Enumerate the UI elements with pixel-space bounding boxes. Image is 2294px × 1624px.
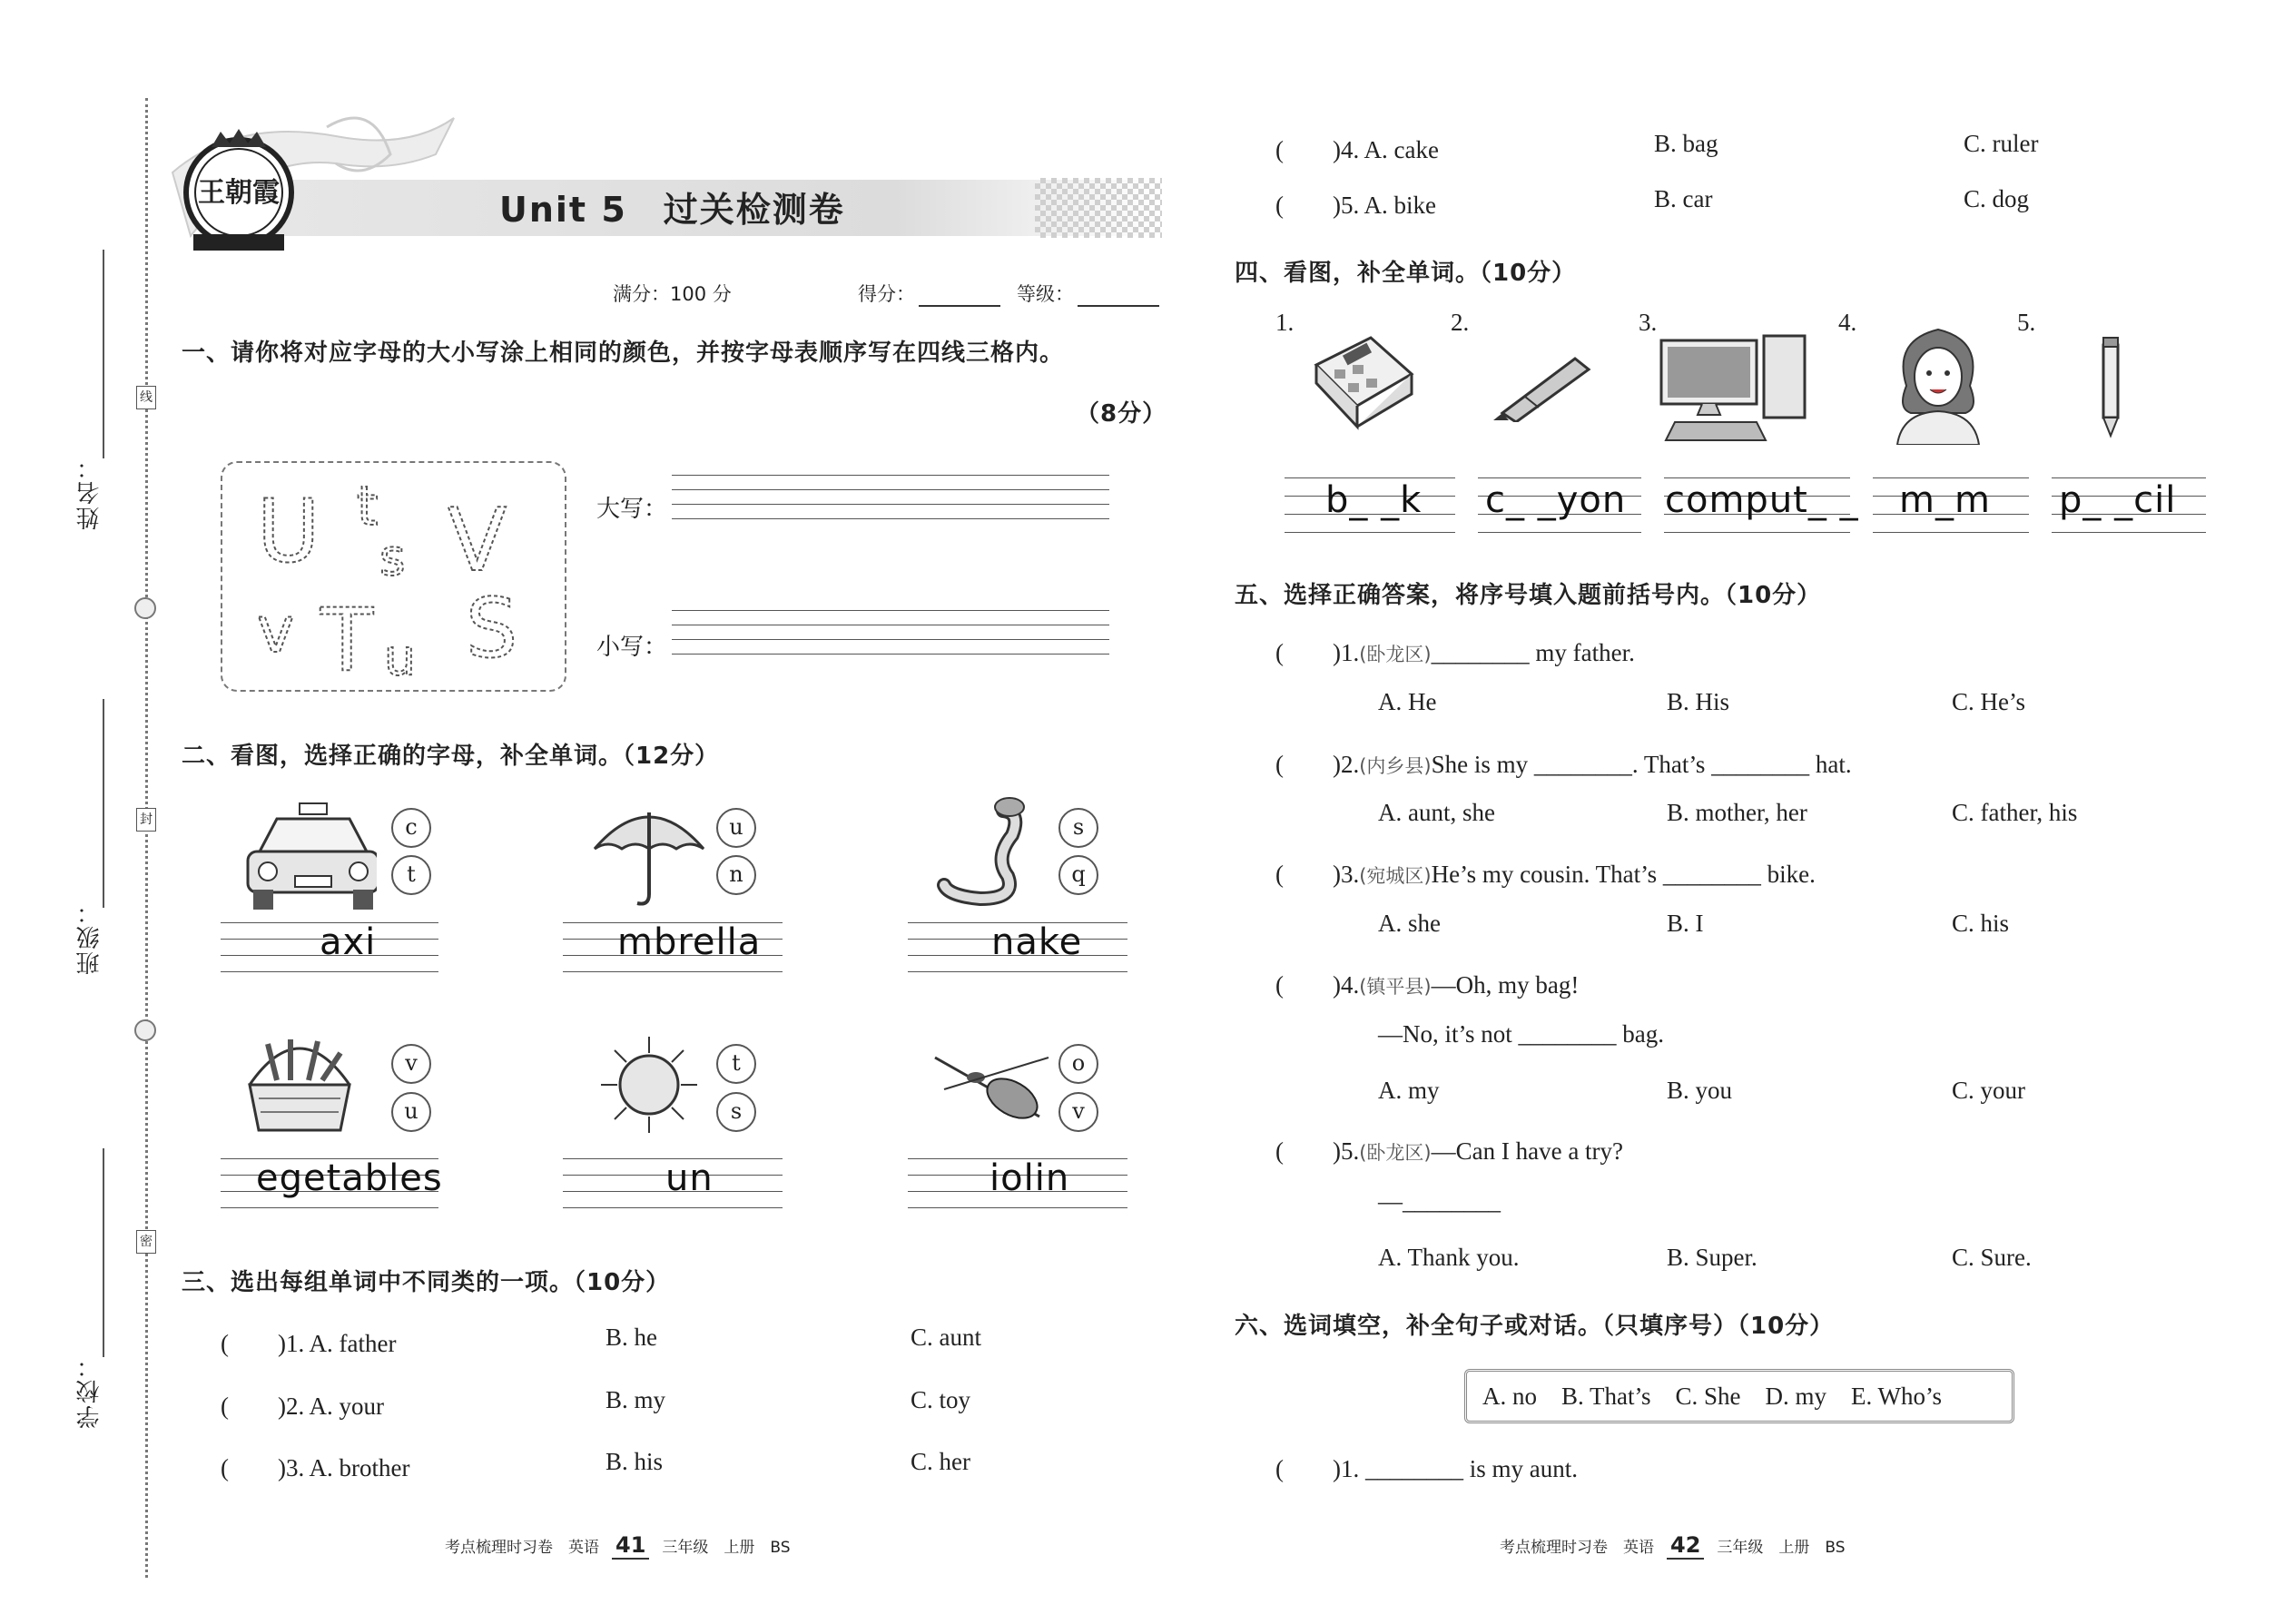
option-n-button[interactable]: n [716, 855, 756, 895]
page-title: Unit 5 过关检测卷 [499, 190, 845, 230]
s5-option-b: B. Super. [1667, 1244, 1757, 1271]
taxi-icon [241, 799, 377, 912]
letter-S: S [466, 581, 518, 676]
letter-V: V [448, 491, 507, 591]
option-s-button[interactable]: s [716, 1092, 756, 1132]
section-1-points: （8分） [1076, 400, 1167, 428]
s4-number: 1. [1275, 309, 1295, 336]
option-v-button[interactable]: v [1058, 1092, 1098, 1132]
s5-option-a: A. she [1378, 910, 1441, 937]
word-mom: m_m [1899, 479, 1991, 521]
word-egetables: egetables [256, 1157, 443, 1199]
name-rule [103, 250, 104, 458]
s5-option-a: A. aunt, she [1378, 799, 1495, 826]
school-label: 学校： [76, 1353, 103, 1429]
s3-option-c: C. dog [1964, 185, 2030, 212]
section-6-title: 六、选词填空，补全句子或对话。（只填序号）（10分） [1235, 1313, 1835, 1340]
cut-line [145, 98, 148, 1578]
s5-option-c: C. your [1952, 1077, 2025, 1104]
option-s-button[interactable]: s [1058, 808, 1098, 848]
lowercase-writing-lines[interactable] [672, 610, 1109, 659]
s3-question-2: ( )2. A. your [221, 1393, 384, 1420]
option-u-button[interactable]: u [716, 808, 756, 848]
pencil-icon [2092, 336, 2129, 440]
s3-option-b: B. car [1654, 185, 1713, 212]
s4-number: 5. [2017, 309, 2036, 336]
s5-question-5: ( )5.(卧龙区)—Can I have a try? [1275, 1137, 1624, 1165]
uppercase-writing-lines[interactable] [672, 475, 1109, 524]
s5-question-2: ( )2.(内乡县)She is my ________. That’s ________ hat. [1275, 751, 1852, 778]
s4-number: 3. [1639, 309, 1658, 336]
outlined-letters [221, 461, 563, 688]
s5-question-3: ( )3.(宛城区)He’s my cousin. That’s ________ bike. [1275, 861, 1816, 888]
umbrella-icon [590, 799, 708, 908]
s5-option-c: C. Sure. [1952, 1244, 2032, 1271]
computer-icon [1657, 331, 1811, 449]
s5-option-a: A. Thank you. [1378, 1244, 1520, 1271]
option-t-button[interactable]: t [716, 1044, 756, 1084]
letter-U: U [257, 482, 320, 582]
lowercase-label: 小写： [596, 634, 668, 661]
word-nake: nake [991, 921, 1083, 963]
svg-text:王朝霞: 王朝霞 [198, 177, 280, 209]
option-c-button[interactable]: c [391, 808, 431, 848]
s3-question-1: ( )1. A. father [221, 1330, 397, 1357]
book-icon [1307, 329, 1416, 438]
page-number: 42 [1667, 1532, 1704, 1560]
s4-number: 2. [1451, 309, 1470, 336]
footer-left: 考点梳理时习卷 英语 41 三年级 上册 BS [445, 1532, 791, 1558]
violin-icon [926, 1039, 1053, 1130]
seal-mark-seal: 封 [136, 808, 156, 832]
letter-s: s [379, 528, 406, 586]
binding-hole-icon [134, 1019, 156, 1041]
s3-question-4: ( )4. A. cake [1275, 136, 1439, 163]
seal-mark-secret: 密 [136, 1230, 156, 1254]
s5-option-b: B. mother, her [1667, 799, 1807, 826]
uppercase-label: 大写： [596, 496, 668, 523]
s6-question-1: ( )1. ________ is my aunt. [1275, 1455, 1578, 1482]
option-q-button[interactable]: q [1058, 855, 1098, 895]
s3-question-3: ( )3. A. brother [221, 1454, 410, 1481]
s5-option-b: B. His [1667, 688, 1730, 715]
option-u-button[interactable]: u [391, 1092, 431, 1132]
s3-option-c: C. her [911, 1448, 970, 1475]
s5-option-b: B. I [1667, 910, 1704, 937]
word-un: un [665, 1157, 714, 1199]
section-4-title: 四、看图，补全单词。（10分） [1235, 260, 1577, 287]
section-1-title: 一、请你将对应字母的大小写涂上相同的颜色，并按字母表顺序写在四线三格内。 [182, 340, 1065, 367]
s5-option-b: B. you [1667, 1077, 1733, 1104]
mom-icon [1888, 322, 1988, 445]
school-rule [103, 1148, 104, 1357]
seal-mark-line: 线 [136, 386, 156, 409]
letter-t: t [357, 475, 379, 538]
s5-option-c: C. father, his [1952, 799, 2078, 826]
s5-question-4-line2: —No, it’s not ________ bag. [1378, 1020, 1664, 1048]
word-crayon: c_ _yon [1485, 479, 1627, 521]
section-5-title: 五、选择正确答案，将序号填入题前括号内。（10分） [1235, 582, 1822, 609]
s3-option-b: B. my [605, 1386, 666, 1413]
checker-pattern [1035, 178, 1162, 238]
name-label: 姓名： [76, 454, 103, 530]
class-rule [103, 699, 104, 908]
section-2-title: 二、看图，选择正确的字母，补全单词。（12分） [182, 743, 720, 770]
brand-logo-icon [180, 127, 298, 263]
letter-T: T [320, 591, 374, 688]
grade-field[interactable]: 等级： [1017, 280, 1159, 307]
option-v-button[interactable]: v [391, 1044, 431, 1084]
class-label: 班级： [76, 899, 103, 975]
s5-question-4: ( )4.(镇平县)—Oh, my bag! [1275, 971, 1580, 999]
word-computer: comput_ _ [1665, 479, 1859, 521]
word-book: b_ _k [1325, 479, 1423, 521]
option-o-button[interactable]: o [1058, 1044, 1098, 1084]
word-pencil: p_ _cil [2059, 479, 2177, 521]
page-number: 41 [612, 1532, 649, 1560]
word-bank: A. no B. That’s C. She D. my E. Who’s [1482, 1383, 1943, 1410]
s3-option-c: C. aunt [911, 1324, 981, 1351]
full-score: 满分：100 分 [613, 283, 732, 305]
s5-option-c: C. He’s [1952, 688, 2025, 715]
s3-option-b: B. he [605, 1324, 657, 1351]
footer-right: 考点梳理时习卷 英语 42 三年级 上册 BS [1500, 1532, 1846, 1558]
letter-v: v [257, 593, 295, 667]
s4-number: 4. [1838, 309, 1857, 336]
section-3-title: 三、选出每组单词中不同类的一项。（10分） [182, 1269, 671, 1296]
s3-option-b: B. his [605, 1448, 664, 1475]
snake-icon [935, 794, 1044, 908]
letter-u: u [384, 628, 416, 686]
word-mbrella: mbrella [617, 921, 762, 963]
s3-option-c: C. toy [911, 1386, 971, 1413]
s5-question-1: ( )1.(卧龙区)________ my father. [1275, 639, 1635, 666]
option-t-button[interactable]: t [391, 855, 431, 895]
s5-question-5-line2: —________ [1378, 1187, 1501, 1215]
vegetables-icon [241, 1030, 359, 1139]
s5-option-c: C. his [1952, 910, 2010, 937]
word-iolin: iolin [989, 1157, 1070, 1199]
binding-hole-icon [134, 597, 156, 619]
score-field[interactable]: 得分： [858, 280, 1000, 307]
s3-option-c: C. ruler [1964, 130, 2039, 157]
s3-question-5: ( )5. A. bike [1275, 192, 1436, 219]
sun-icon [599, 1035, 699, 1135]
s3-option-b: B. bag [1654, 130, 1718, 157]
s5-option-a: A. my [1378, 1077, 1440, 1104]
s5-option-a: A. He [1378, 688, 1437, 715]
word-axi: axi [320, 921, 377, 963]
crayon-icon [1489, 349, 1598, 422]
